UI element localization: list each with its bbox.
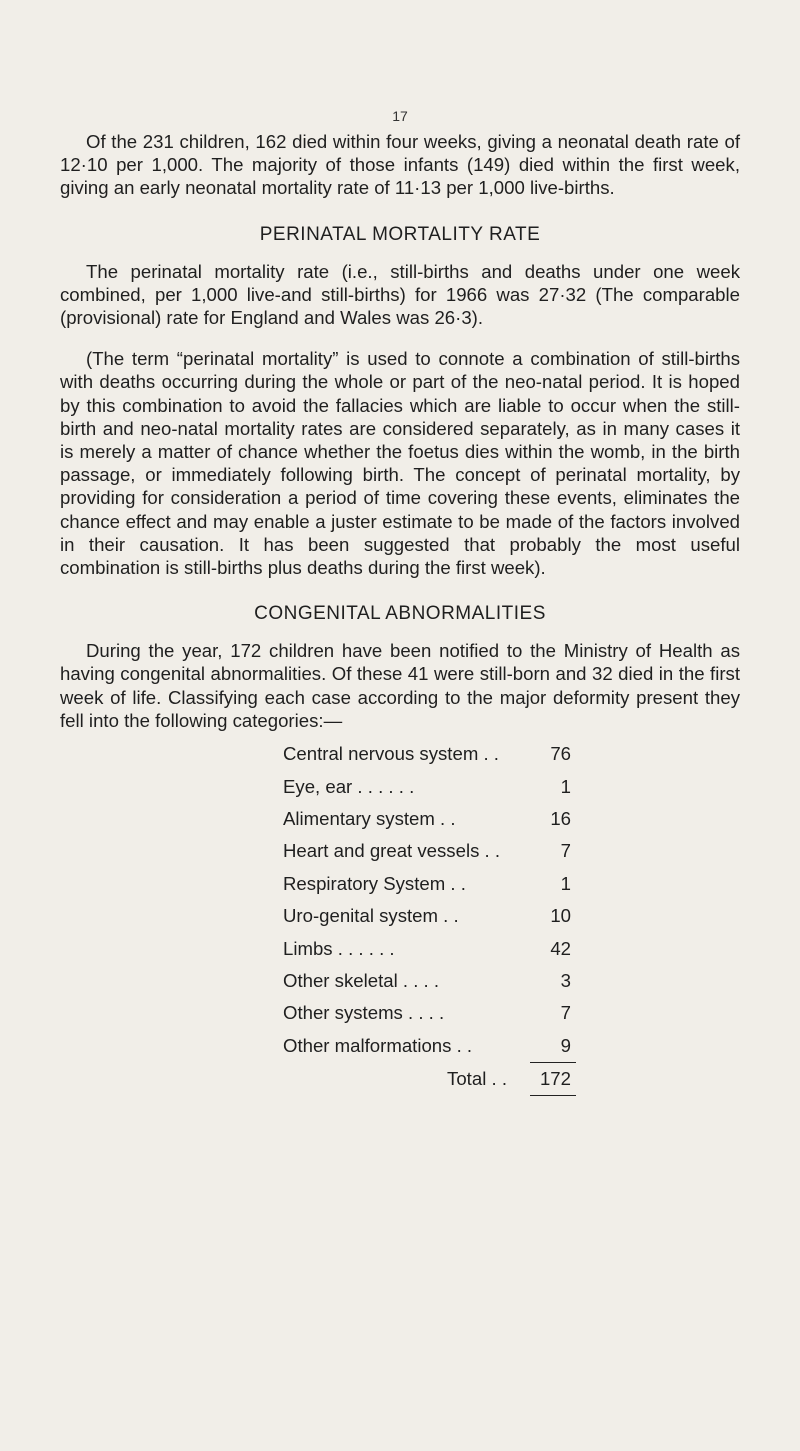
category-value: 9 [560, 1034, 571, 1056]
category-label: Central nervous system . . [283, 743, 499, 765]
table-row [283, 1030, 573, 1062]
category-value: 1 [560, 872, 571, 894]
category-value: 42 [550, 937, 571, 959]
document-page [60, 104, 740, 1096]
category-value: 16 [550, 808, 571, 830]
category-label: Respiratory System . . [283, 872, 466, 894]
table-row [283, 965, 573, 997]
total-label: Total . . [447, 1067, 507, 1089]
category-label: Other systems . . . . [283, 1002, 445, 1024]
category-value: 1 [560, 775, 571, 797]
congenital-heading: CONGENITAL ABNORMALITIES [254, 603, 546, 625]
perinatal-paragraph-2: (The term “perinatal mortality” is used to connote a combination of still-births with deaths occurring during the whole or part of the neo-natal period. It is hoped by this combination to avoid the fallacies which are liable to occur when the still-birth and neo-natal mortality rates are considered separately, as in many cases it is merely a matter of chance whether the foetus dies within the womb, in the birth passage, or immediately following birth. The concept of perinatal mortality, by providing for consideration a period of time covering these events, eliminates the chance effect and may enable a juster estimate to be made of the factors involved in their causation. It has been suggested that probably the most useful combination is still-births plus deaths during the first week). [60, 348, 740, 579]
table-row [283, 997, 573, 1029]
perinatal-heading: PERINATAL MORTALITY RATE [259, 223, 541, 245]
category-label: Other skeletal . . . . [283, 969, 440, 991]
category-label: Heart and great vessels . . [283, 840, 501, 862]
table-row [283, 868, 573, 900]
table-row [283, 738, 573, 770]
category-label: Other malformations . . [283, 1034, 473, 1056]
total-row [283, 1063, 573, 1095]
category-value: 76 [550, 743, 571, 765]
category-value: 3 [560, 969, 571, 991]
category-value: 10 [550, 905, 571, 927]
perinatal-paragraph-1: The perinatal mortality rate (i.e., still-births and deaths under one week combined, per 1,000 live-and still-births) for 1966 was 27·32 (The comparable (provisional) rate for England and Wales was 26·3). [60, 260, 740, 329]
category-label: Alimentary system . . [283, 808, 456, 830]
total-value: 172 [539, 1067, 571, 1089]
abnormalities-table [283, 738, 573, 1096]
total-rule-bottom [530, 1095, 576, 1096]
category-label: Limbs . . . . . . [283, 937, 395, 959]
category-label: Uro-genital system . . [283, 905, 459, 927]
intro-paragraph: Of the 231 children, 162 died within four weeks, giving a neonatal death rate of 12·10 per 1,000. The majority of those infants (149) died within the first week, giving an early neonatal mortality rate of 11·13 per 1,000 live-births. [60, 131, 740, 199]
congenital-paragraph: During the year, 172 children have been notified to the Ministry of Health as having congenital abnormalities. Of these 41 were still-born and 32 died in the first week of life. Classifying each case according to the major deformity present they fell into the following categories:— [60, 640, 740, 731]
page-number: 17 [392, 108, 408, 124]
table-row [283, 932, 573, 964]
category-value: 7 [560, 840, 571, 862]
category-value: 7 [560, 1002, 571, 1024]
category-label: Eye, ear . . . . . . [283, 775, 415, 797]
table-row [283, 900, 573, 932]
table-row [283, 803, 573, 835]
table-row [283, 770, 573, 802]
table-row [283, 835, 573, 867]
